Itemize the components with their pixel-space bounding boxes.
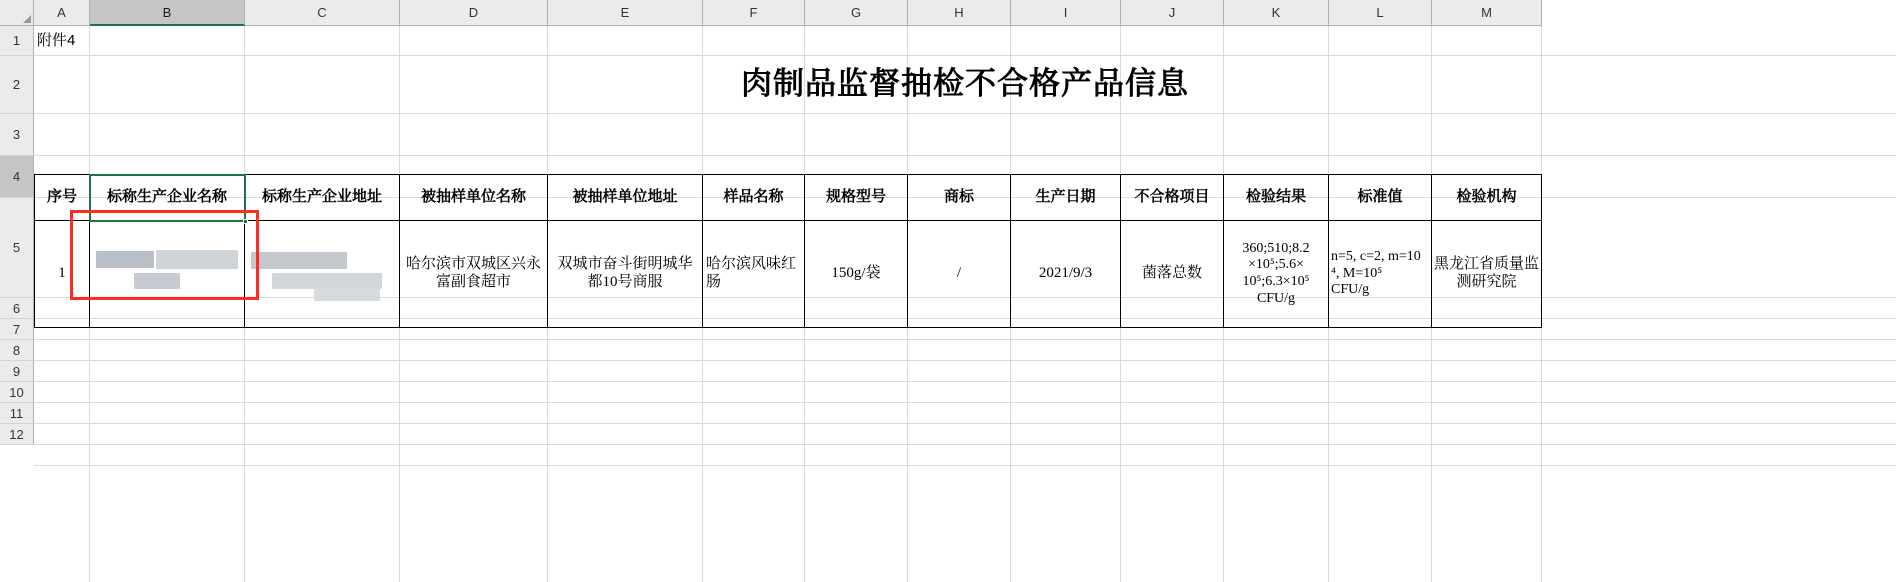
select-all-triangle-icon xyxy=(23,15,31,23)
row-header-3[interactable]: 3 xyxy=(0,114,34,156)
data-cell-sampled-unit-address[interactable]: 双城市奋斗街明城华都10号商服 xyxy=(547,220,703,328)
row-header-9[interactable]: 9 xyxy=(0,361,34,382)
inspection-agency-line-2: 测研究院 xyxy=(1456,274,1517,290)
gridline-h-2 xyxy=(34,113,1896,114)
row-header-1[interactable]: 1 xyxy=(0,26,34,56)
table-header-producer-name[interactable]: 标称生产企业名称 xyxy=(89,174,245,221)
test-result-line-4: CFU/g xyxy=(1256,290,1296,306)
column-header-k[interactable]: K xyxy=(1224,0,1329,26)
table-header-spec[interactable]: 规格型号 xyxy=(804,174,908,221)
gridline-h-11 xyxy=(34,423,1896,424)
select-all-corner[interactable] xyxy=(0,0,34,26)
column-header-g[interactable]: G xyxy=(805,0,908,26)
gridline-h-10 xyxy=(34,402,1896,403)
data-cell-test-result[interactable] xyxy=(1223,220,1329,328)
column-header-row xyxy=(0,0,1896,26)
row-header-4[interactable]: 4 xyxy=(0,156,34,198)
test-result-line-1: 360;510;8.2 xyxy=(1242,240,1310,256)
row-header-8[interactable]: 8 xyxy=(0,340,34,361)
table-header-sampled-unit-address[interactable]: 被抽样单位地址 xyxy=(547,174,703,221)
table-header-producer-address[interactable]: 标称生产企业地址 xyxy=(244,174,400,221)
column-header-i[interactable]: I xyxy=(1011,0,1121,26)
spreadsheet-grid[interactable] xyxy=(34,26,1896,582)
table-header-trademark[interactable]: 商标 xyxy=(907,174,1011,221)
table-header-sampled-unit-name[interactable]: 被抽样单位名称 xyxy=(399,174,548,221)
redaction-block-producer-address-2 xyxy=(272,273,382,289)
redaction-block-producer-name-3 xyxy=(134,273,180,289)
column-header-b[interactable]: B xyxy=(90,0,245,26)
column-header-c[interactable]: C xyxy=(245,0,400,26)
test-result-line-3: 10⁵;6.3×10⁵ xyxy=(1242,274,1310,289)
data-cell-index[interactable]: 1 xyxy=(34,220,90,328)
sheet-title[interactable]: 肉制品监督抽检不合格产品信息 xyxy=(741,65,1189,101)
gridline-h-13 xyxy=(34,465,1896,466)
table-header-failed-item[interactable]: 不合格项目 xyxy=(1120,174,1224,221)
data-cell-failed-item[interactable]: 菌落总数 xyxy=(1120,220,1224,328)
data-cell-inspection-agency[interactable] xyxy=(1431,220,1542,328)
redaction-block-producer-name-2 xyxy=(156,250,238,269)
inspection-agency-line-1: 黑龙江省质量监 xyxy=(1433,256,1539,273)
table-header-index[interactable]: 序号 xyxy=(34,174,90,221)
active-cell-fill-handle[interactable] xyxy=(243,219,248,224)
gridline-h-7 xyxy=(34,339,1896,340)
column-header-l[interactable]: L xyxy=(1329,0,1432,26)
data-cell-standard-value[interactable] xyxy=(1328,220,1432,328)
table-header-inspection-agency[interactable]: 检验机构 xyxy=(1431,174,1542,221)
row-header-11[interactable]: 11 xyxy=(0,403,34,424)
column-header-f[interactable]: F xyxy=(703,0,805,26)
row-header-5[interactable]: 5 xyxy=(0,198,34,298)
row-header-6[interactable]: 6 xyxy=(0,298,34,319)
row-header-10[interactable]: 10 xyxy=(0,382,34,403)
column-header-d[interactable]: D xyxy=(400,0,548,26)
column-header-m[interactable]: M xyxy=(1432,0,1542,26)
row-header-7[interactable]: 7 xyxy=(0,319,34,340)
data-cell-sample-name[interactable]: 哈尔滨风味红肠 xyxy=(702,220,805,328)
row-header-column xyxy=(0,26,34,445)
test-result-line-2: ×10⁵;5.6× xyxy=(1247,257,1305,273)
data-cell-spec[interactable]: 150g/袋 xyxy=(804,220,908,328)
cell-a1-attachment-label[interactable]: 附件4 xyxy=(37,31,76,49)
standard-value-line-2: ⁴, M=10⁵ xyxy=(1331,265,1383,281)
row-header-12[interactable]: 12 xyxy=(0,424,34,445)
gridline-h-12 xyxy=(34,444,1896,445)
redaction-block-producer-name-1 xyxy=(96,251,154,268)
table-header-test-result[interactable]: 检验结果 xyxy=(1223,174,1329,221)
standard-value-line-1: n=5, c=2, m=10 xyxy=(1331,249,1421,265)
column-header-j[interactable]: J xyxy=(1121,0,1224,26)
gridline-h-9 xyxy=(34,381,1896,382)
table-header-production-date[interactable]: 生产日期 xyxy=(1010,174,1121,221)
data-cell-trademark[interactable]: / xyxy=(907,220,1011,328)
redaction-block-producer-address-3 xyxy=(314,288,380,301)
column-header-e[interactable]: E xyxy=(548,0,703,26)
table-header-standard-value[interactable]: 标准值 xyxy=(1328,174,1432,221)
table-header-sample-name[interactable]: 样品名称 xyxy=(702,174,805,221)
gridline-h-8 xyxy=(34,360,1896,361)
row-header-2[interactable]: 2 xyxy=(0,56,34,114)
data-cell-production-date[interactable]: 2021/9/3 xyxy=(1010,220,1121,328)
redaction-block-producer-address-1 xyxy=(251,252,347,269)
gridline-h-3 xyxy=(34,155,1896,156)
column-header-a[interactable]: A xyxy=(34,0,90,26)
standard-value-line-3: CFU/g xyxy=(1331,282,1370,298)
data-cell-sampled-unit-name[interactable]: 哈尔滨市双城区兴永富副食超市 xyxy=(399,220,548,328)
column-header-h[interactable]: H xyxy=(908,0,1011,26)
